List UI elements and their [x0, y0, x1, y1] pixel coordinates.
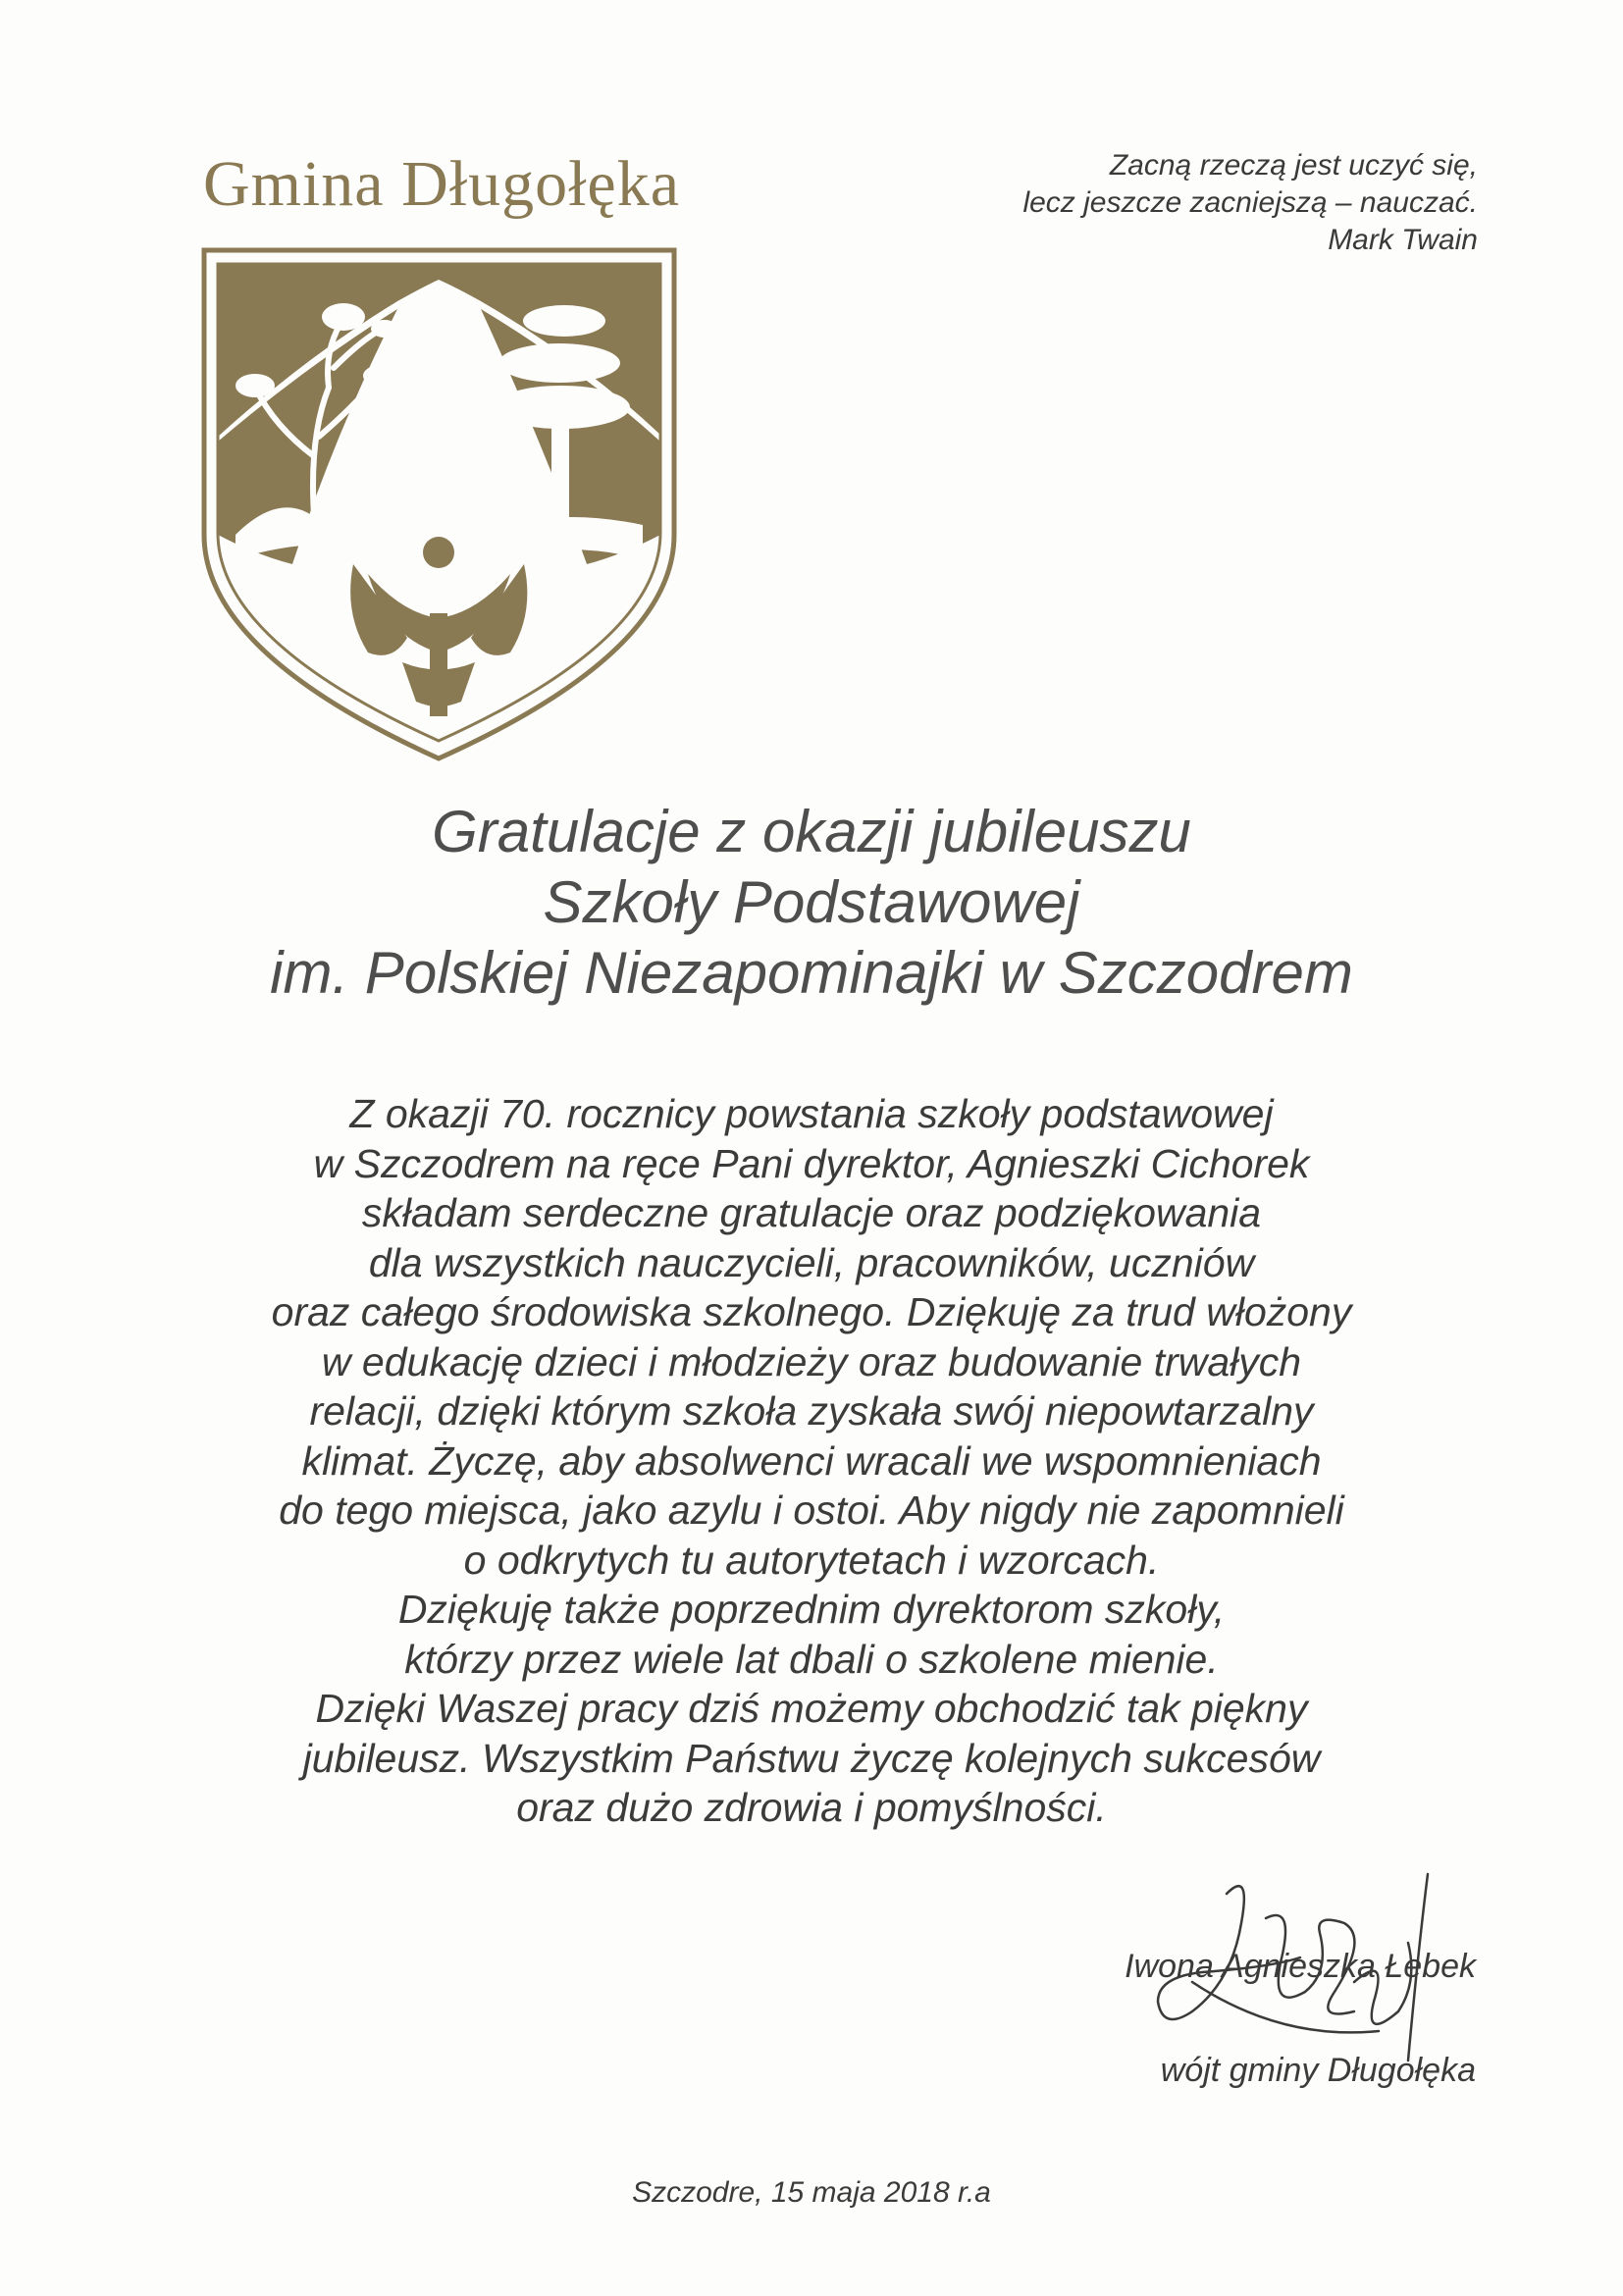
- body-line: w edukację dzieci i młodzieży oraz budowanie trwałych: [321, 1338, 1302, 1384]
- title-line: Gratulacje z okazji jubileuszu: [432, 799, 1191, 864]
- letterhead: [0, 0, 1623, 765]
- letter-title: [118, 797, 1505, 1009]
- body-line: dla wszystkich nauczycieli, pracowników, uczniów: [368, 1239, 1255, 1285]
- signer-name: Iwona Agnieszka Łebek: [1125, 1948, 1476, 1985]
- signer-role: wójt gminy Długołęka: [1160, 2052, 1476, 2089]
- motto-quote: [791, 147, 1478, 259]
- body-line: do tego miejsca, jako azylu i ostoi. Aby nigdy nie zapomnieli: [279, 1487, 1344, 1533]
- body-line: którzy przez wiele lat dbali o szkolene mienie.: [404, 1636, 1219, 1682]
- quote-line: lecz jeszcze zacniejszą – nauczać.: [1022, 186, 1478, 219]
- body-line: jubileusz. Wszystkim Państwu życzę kolejnych sukcesów: [302, 1735, 1321, 1781]
- quote-author: Mark Twain: [1328, 224, 1478, 256]
- body-line: Dzięki Waszej pracy dziś możemy obchodzić tak piękny: [315, 1686, 1308, 1731]
- body-line: o odkrytych tu autorytetach i wzorcach.: [463, 1537, 1160, 1583]
- municipal-coat-of-arms-icon: [196, 240, 682, 765]
- municipality-name: Gmina Długołęka: [202, 148, 681, 220]
- place-and-date: Szczodre, 15 maja 2018 r.a: [632, 2176, 991, 2209]
- letter-body: [118, 1089, 1505, 1833]
- body-line: Dziękuję także poprzednim dyrektorom szkoły,: [397, 1587, 1226, 1632]
- body-line: składam serdeczne gratulacje oraz podziękowania: [361, 1190, 1262, 1235]
- title-line: im. Polskiej Niezapominajki w Szczodrem: [270, 940, 1353, 1006]
- body-line: klimat. Życzę, aby absolwenci wracali we wspomnieniach: [301, 1437, 1322, 1484]
- body-line: w Szczodrem na ręce Pani dyrektor, Agnieszki Cichorek: [313, 1140, 1310, 1186]
- body-line: Z okazji 70. rocznicy powstania szkoły podstawowej: [349, 1091, 1274, 1136]
- title-line: Szkoły Podstawowej: [543, 869, 1080, 935]
- body-line: relacji, dzięki którym szkoła zyskała swój niepowtarzalny: [309, 1388, 1314, 1434]
- body-line: oraz dużo zdrowia i pomyślności.: [516, 1785, 1107, 1830]
- body-line: oraz całego środowiska szkolnego. Dziękuję za trud włożony: [271, 1289, 1352, 1334]
- quote-line: Zacną rzeczą jest uczyć się,: [1109, 149, 1478, 182]
